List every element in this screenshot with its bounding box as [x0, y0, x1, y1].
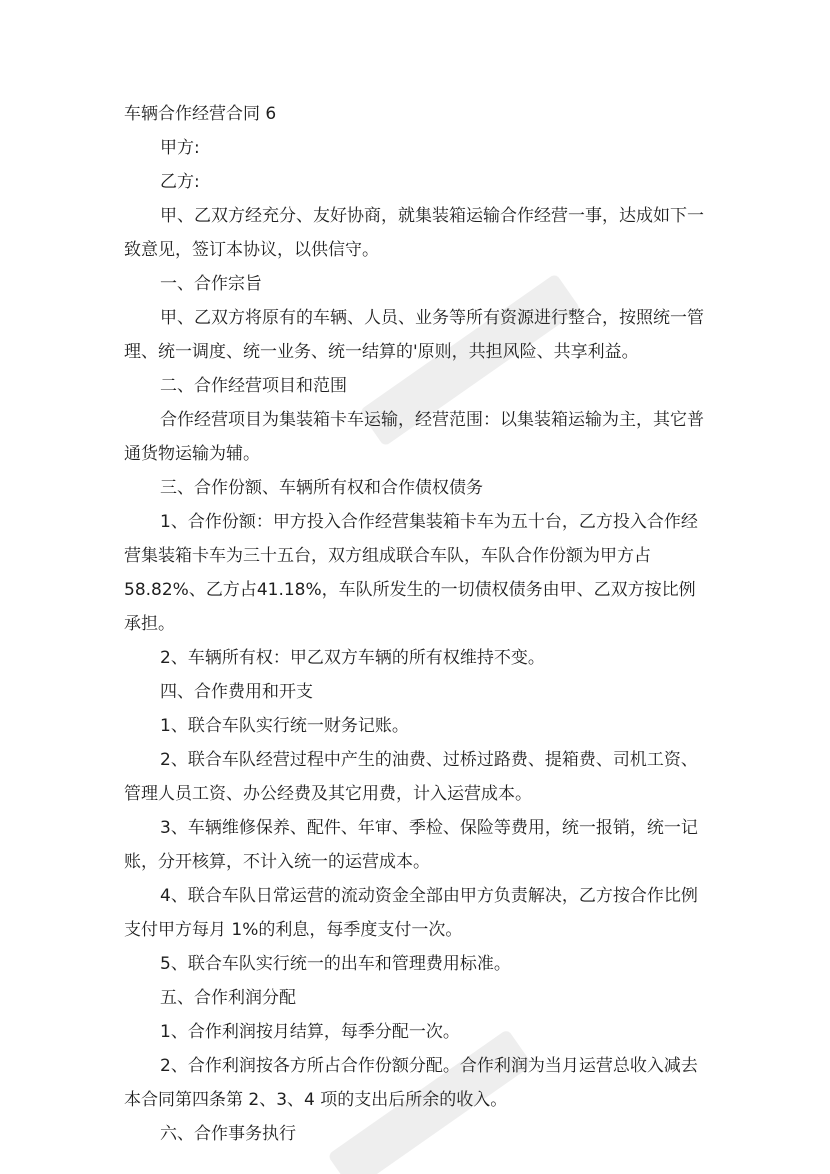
document-title: 车辆合作经营合同 6: [124, 104, 277, 124]
section-paragraph: 2、合作利润按各方所占合作份额分配。合作利润为当月运营总收入减去本合同第四条第 2、3、4 项的支出后所余的收入。: [124, 1056, 698, 1110]
section-paragraph: 1、联合车队实行统一财务记账。: [160, 716, 409, 736]
section-heading: 二、合作经营项目和范围: [160, 376, 347, 396]
section-heading: 一、合作宗旨: [160, 274, 262, 294]
section-paragraph: 1、合作利润按月结算，每季分配一次。: [160, 1022, 460, 1042]
section-paragraph: 2、联合车队经营过程中产生的油费、过桥过路费、提箱费、司机工资、管理人员工资、办公经费及其它用费，计入运营成本。: [124, 750, 698, 804]
section-heading: 三、合作份额、车辆所有权和合作债权债务: [160, 478, 483, 498]
section-heading: 六、合作事务执行: [160, 1124, 296, 1144]
section-heading: 五、合作利润分配: [160, 988, 296, 1008]
section-paragraph: 1、合作份额：甲方投入合作经营集装箱卡车为五十台，乙方投入合作经营集装箱卡车为三十五台，双方组成联合车队，车队合作份额为甲方占58.82%、乙方占41.18%，车队所发生的一切债权债务由甲、乙双方按比例承担。: [124, 512, 698, 634]
section-paragraph: 5、联合车队实行统一的出车和管理费用标准。: [160, 954, 511, 974]
section-paragraph: 甲、乙双方将原有的车辆、人员、业务等所有资源进行整合，按照统一管理、统一调度、统一业务、统一结算的'原则，共担风险、共享利益。: [124, 308, 704, 362]
party-b: 乙方:: [160, 172, 200, 192]
section-paragraph: 2、车辆所有权：甲乙双方车辆的所有权维持不变。: [160, 648, 545, 668]
section-paragraph: 4、联合车队日常运营的流动资金全部由甲方负责解决，乙方按合作比例支付甲方每月 1%的利息，每季度支付一次。: [124, 886, 698, 940]
document-body: [124, 97, 704, 1151]
section-paragraph: 3、车辆维修保养、配件、年审、季检、保险等费用，统一报销，统一记账，分开核算，不计入统一的运营成本。: [124, 818, 698, 872]
section-paragraph: 合作经营项目为集装箱卡车运输，经营范围：以集装箱运输为主，其它普通货物运输为辅。: [124, 410, 704, 464]
section-heading: 四、合作费用和开支: [160, 682, 313, 702]
intro-paragraph: 甲、乙双方经充分、友好协商，就集装箱运输合作经营一事，达成如下一致意见，签订本协议，以供信守。: [124, 206, 704, 260]
party-a: 甲方:: [160, 138, 200, 158]
